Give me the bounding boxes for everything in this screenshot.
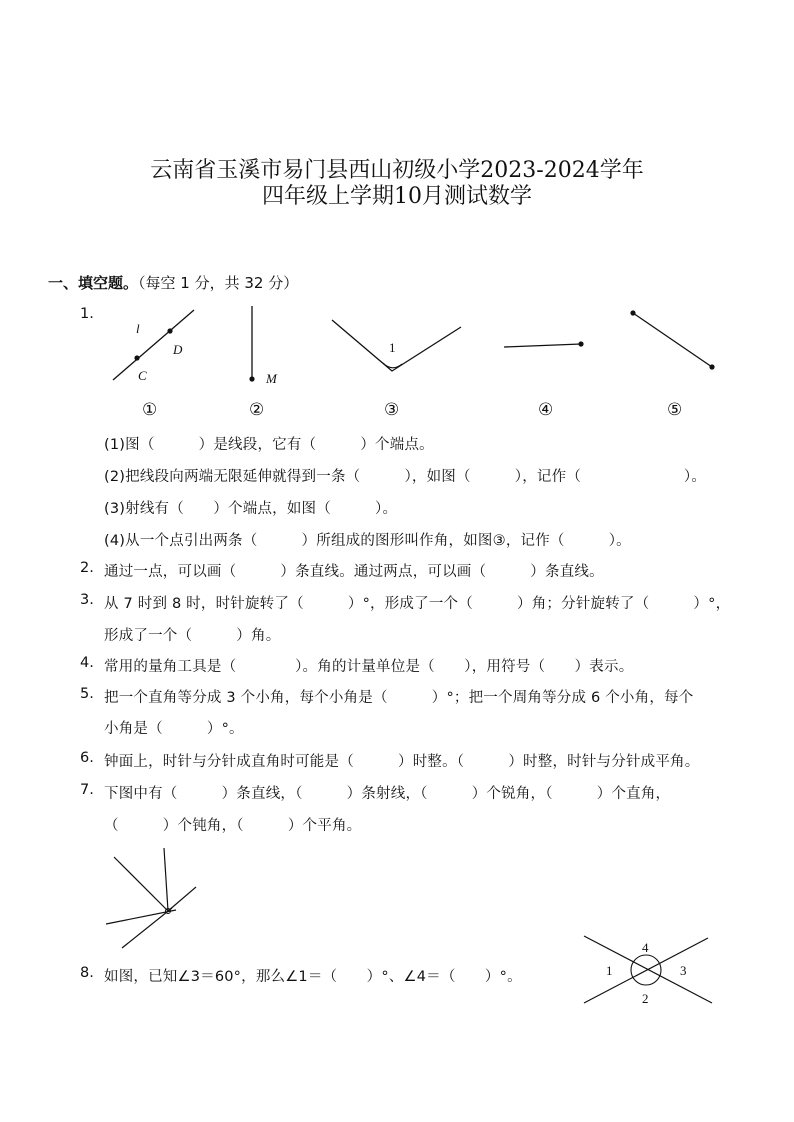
fig5-segment [633, 313, 712, 367]
fig1-point-d [167, 328, 172, 333]
fig3-label-1: 1 [389, 340, 396, 355]
q6-text: 钟面上，时针与分针成直角时可能是（ ）时整。（ ）时整，时针与分针成平角。 [104, 754, 700, 770]
fig2-label-m: M [266, 371, 277, 386]
q3-text: 从 7 时到 8 时，时针旋转了（ ）°，形成了一个（ ）角；分针旋转了（ ）°， [104, 596, 731, 612]
q7-ray-3 [168, 887, 196, 911]
q1-sub1: (1)图（ ）是线段，它有（ ）个端点。 [104, 437, 434, 453]
q1-sub4: (4)从一个点引出两条（ ）所组成的图形叫作角，如图③，记作（ ）。 [104, 533, 631, 549]
question-number-3: 3. [80, 592, 94, 608]
q8-label-1: 1 [606, 963, 613, 978]
q7-text-cont: （ ）个钝角，（ ）个平角。 [104, 818, 362, 834]
question-number-1: 1. [80, 306, 94, 322]
fig5-endpoint-a [630, 310, 635, 315]
q8-label-3: 3 [680, 963, 687, 978]
q7-ray-1 [114, 857, 168, 911]
section-score-note: （每空 1 分，共 32 分） [138, 274, 299, 292]
fig-number-2: ② [249, 400, 265, 420]
q1-sub3: (3)射线有（ ）个端点，如图（ ）。 [104, 501, 398, 517]
fig1-point-c [134, 355, 139, 360]
fig4-endpoint [578, 341, 583, 346]
q5-text: 把一个直角等分成 3 个小角，每个小角是（ ）°；把一个周角等分成 6 个小角，每个 [104, 690, 694, 706]
q3-text-cont: 形成了一个（ ）角。 [104, 628, 281, 644]
fig2-point-m [249, 376, 254, 381]
fig3-angle [332, 320, 461, 371]
fig1-label-d: D [173, 342, 183, 357]
section-title: 一、填空题。 [48, 274, 139, 292]
q8-text: 如图，已知∠3＝60°，那么∠1＝（ ）°、∠4＝（ ）°。 [104, 969, 522, 985]
q7-line-2 [122, 908, 172, 948]
fig-number-4: ④ [538, 400, 554, 420]
question-number-7: 7. [80, 782, 94, 798]
q8-label-2: 2 [642, 991, 649, 1006]
question-number-8: 8. [80, 965, 94, 981]
fig1-label-c: C [138, 368, 147, 383]
fig4-ray [504, 344, 581, 347]
q7-ray-2 [164, 848, 168, 911]
fig5-endpoint-b [709, 364, 714, 369]
question-number-5: 5. [80, 686, 94, 702]
q4-text: 常用的量角工具是（ ）。角的计量单位是（ ），用符号（ ）表示。 [104, 659, 634, 675]
page-title-line1: 云南省玉溪市易门县西山初级小学2023-2024学年 [150, 158, 644, 183]
page-title-line2: 四年级上学期10月测试数学 [262, 184, 532, 209]
question-number-2: 2. [80, 560, 94, 576]
q8-label-4: 4 [642, 940, 649, 955]
fig-number-1: ① [142, 400, 158, 420]
q7-text: 下图中有（ ）条直线，（ ）条射线，（ ）个锐角，（ ）个直角， [104, 786, 671, 802]
fig-number-5: ⑤ [667, 400, 683, 420]
question-number-4: 4. [80, 655, 94, 671]
q1-sub2: (2)把线段向两端无限延伸就得到一条（ ），如图（ ），记作（ ）。 [104, 469, 707, 485]
q2-text: 通过一点，可以画（ ）条直线。通过两点，可以画（ ）条直线。 [104, 564, 604, 580]
q5-text-cont: 小角是（ ）°。 [104, 721, 244, 737]
fig1-label-l: l [136, 321, 140, 336]
fig-number-3: ③ [384, 400, 400, 420]
question-number-6: 6. [80, 750, 94, 766]
